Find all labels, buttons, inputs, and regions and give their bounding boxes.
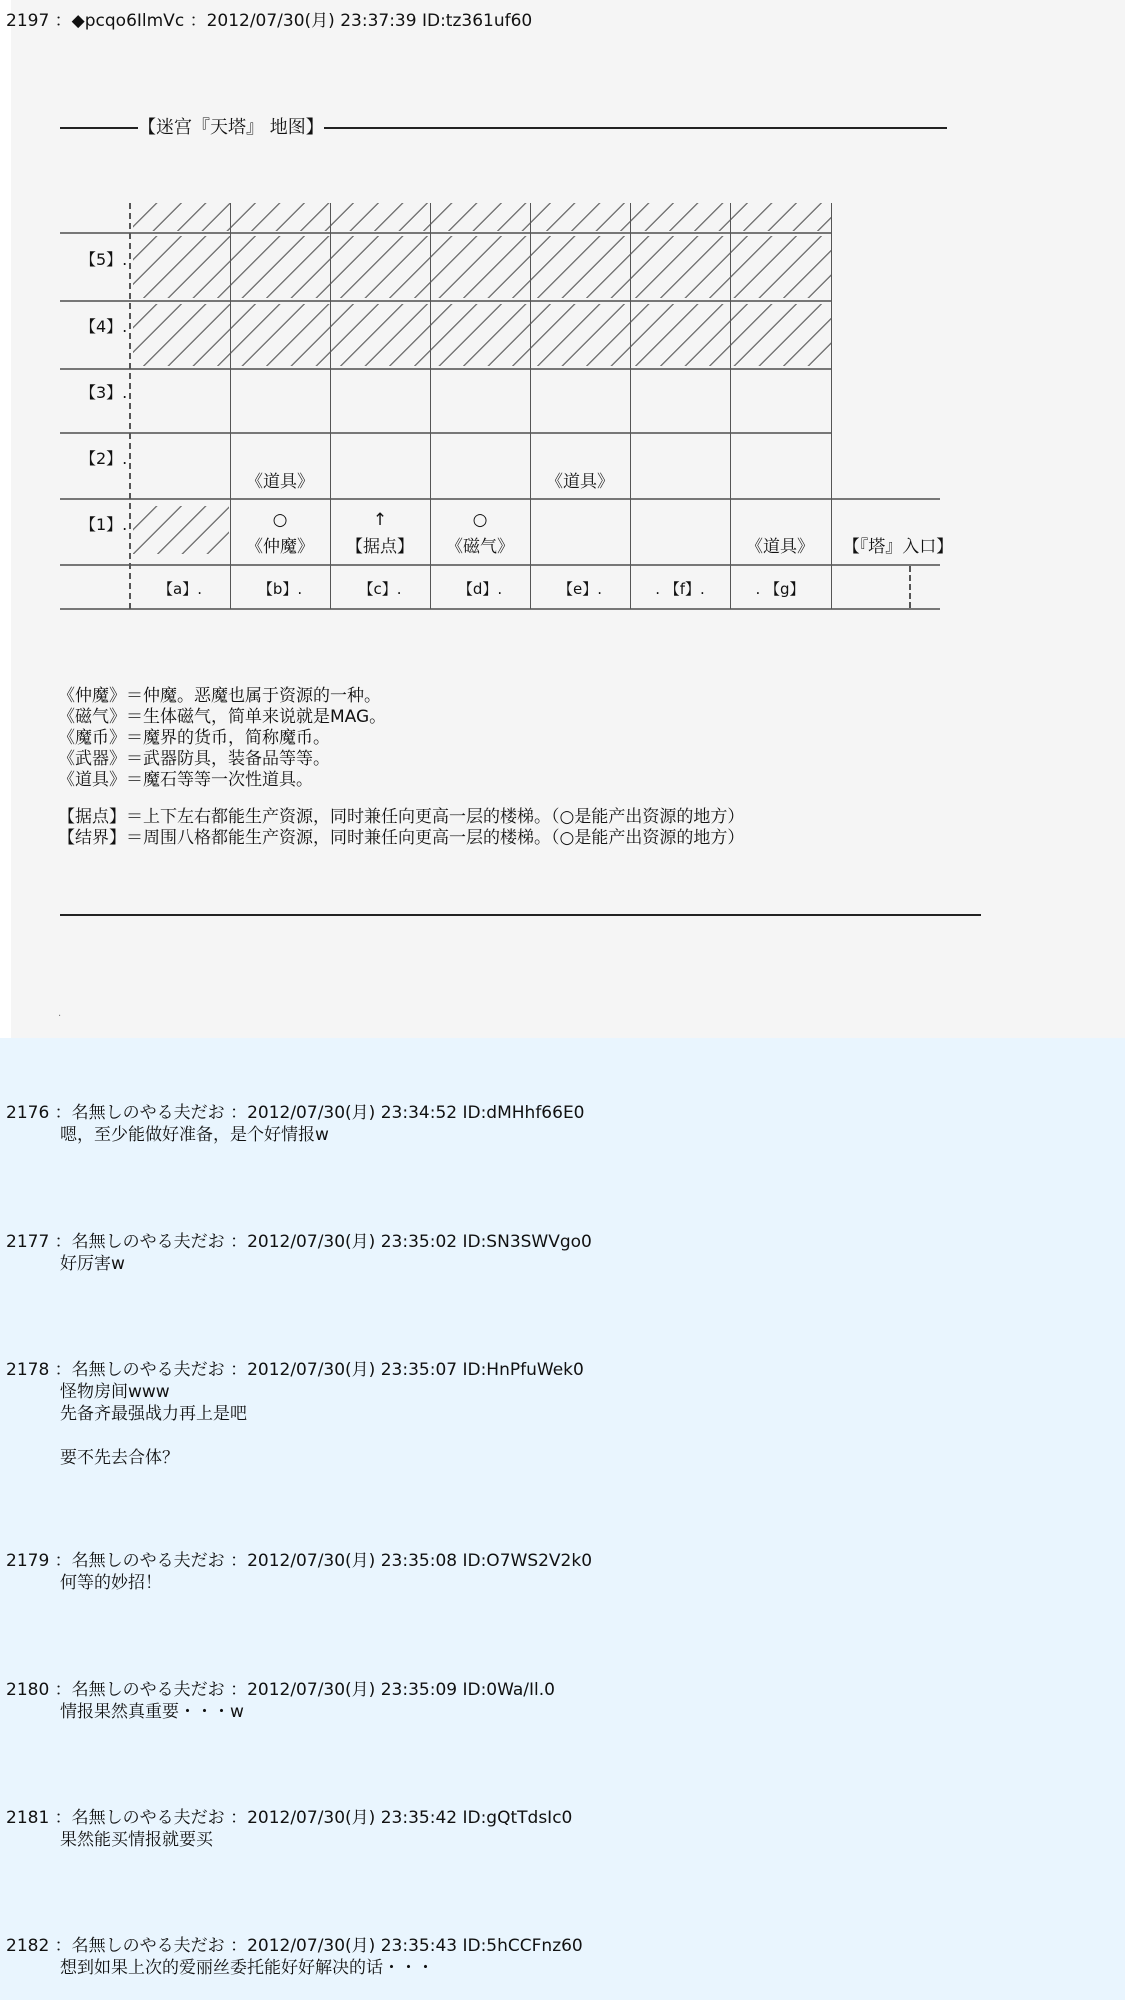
cell-e2: 《道具》 (546, 472, 614, 492)
reply-header: 2179 ：名無しのやる夫だお ：2012/07/30(月) 23:35:08 ID:O7WS2V2k0 (6, 1551, 593, 1571)
hatch-row-5 (133, 236, 831, 298)
reply-line: 好厉害w (60, 1254, 125, 1274)
row-label-3: 【3】. (80, 383, 128, 402)
legend-line: 《仲魔》＝仲魔。恶魔也属于资源的一种。 (58, 686, 381, 706)
reply-header: 2182 ：名無しのやる夫だお ：2012/07/30(月) 23:35:43 ID:5hCCFnz60 (6, 1936, 583, 1956)
replies-section (0, 1038, 1125, 2000)
col-label-e: 【e】. (558, 580, 602, 598)
tower-entrance: 【『塔』入口】 (842, 537, 954, 557)
reply-line: 想到如果上次的爱丽丝委托能好好解决的话・・・ (60, 1958, 434, 1978)
reply-post (6, 1679, 555, 1723)
grid-line-3 (60, 368, 832, 370)
cell-g1: 《道具》 (746, 537, 814, 557)
col-label-b: 【b】. (257, 580, 303, 598)
left-strip (0, 0, 11, 1038)
legend-line: 《磁气》＝生体磁气，简单来说就是MAG。 (58, 707, 387, 727)
cell-d1-symbol: ○ (472, 510, 488, 530)
post-header: 2197 ：◆pcqo6IlmVc ：2012/07/30(月) 23:37:39 ID:tz361uf60 (6, 11, 533, 31)
grid-col-8 (909, 566, 911, 608)
reply-line: 何等的妙招！ (60, 1573, 162, 1593)
reply-line: 情报果然真重要・・・w (60, 1702, 244, 1722)
reply-post (6, 1807, 572, 1851)
reply-post (6, 1550, 592, 1594)
legend-gap (58, 791, 744, 807)
reply-line: 果然能买情报就要买 (60, 1830, 213, 1850)
bottom-rule (60, 914, 981, 916)
cell-b1-symbol: ○ (272, 510, 288, 530)
reply-header: 2181 ：名無しのやる夫だお ：2012/07/30(月) 23:35:42 ID:gQtTdsIc0 (6, 1808, 573, 1828)
reply-line: 先备齐最强战力再上是吧 (60, 1404, 247, 1424)
grid-col-5 (630, 203, 631, 609)
reply-post (6, 1935, 583, 1979)
reply-post (6, 1359, 584, 1469)
reply-post (6, 1231, 592, 1275)
col-label-c: 【c】. (358, 580, 402, 598)
cell-c1-symbol: ↑ (372, 510, 388, 530)
col-label-g: . 【g】 (755, 580, 805, 598)
row-label-1: 【1】. (80, 515, 128, 534)
row-label-5: 【5】. (80, 250, 128, 269)
legend-line: 【据点】＝上下左右都能生产资源，同时兼任向更高一层的楼梯。（○是能产出资源的地方） (58, 807, 745, 827)
grid-line-7 (60, 608, 940, 610)
legend-line: 【结界】＝周围八格都能生产资源，同时兼任向更高一层的楼梯。（○是能产出资源的地方） (58, 828, 745, 848)
grid-line-2 (60, 300, 832, 302)
reply-header: 2176 ：名無しのやる夫だお ：2012/07/30(月) 23:34:52 ID:dMHhf66E0 (6, 1103, 585, 1123)
grid-line-5 (60, 498, 940, 500)
reply-header: 2177 ：名無しのやる夫だお ：2012/07/30(月) 23:35:02 ID:SN3SWVgo0 (6, 1232, 592, 1252)
grid-line-4 (60, 432, 832, 434)
grid-line-1 (60, 232, 832, 234)
legend-line: 《魔币》＝魔界的货币，简称魔币。 (58, 728, 330, 748)
map-title (60, 113, 947, 139)
hatch-top (133, 203, 831, 231)
hatch-row-1-a (133, 506, 229, 554)
reply-post (6, 1102, 585, 1146)
legend-line: 《武器》＝武器防具，装备品等等。 (58, 749, 330, 769)
legend-line: 《道具》＝魔石等等一次性道具。 (58, 770, 313, 790)
col-label-a: 【a】. (158, 580, 202, 598)
reply-header: 2180 ：名無しのやる夫だお ：2012/07/30(月) 23:35:09 ID:0Wa/Il.0 (6, 1680, 555, 1700)
reply-line: 嗯，至少能做好准备，是个好情报w (60, 1125, 329, 1145)
grid-col-0 (129, 203, 131, 609)
title-dash-left (60, 127, 138, 129)
hatch-row-4 (133, 304, 831, 366)
reply-line: 要不先去合体？ (60, 1448, 179, 1468)
row-label-4: 【4】. (80, 317, 128, 336)
title-dash-right (324, 127, 947, 129)
grid-col-7 (831, 203, 832, 609)
reply-line: 怪物房间www (60, 1382, 170, 1402)
map-title-text: 【迷宫『天塔』 地图】 (138, 117, 324, 138)
col-label-f: . 【f】. (655, 580, 705, 598)
grid-col-4 (530, 203, 531, 609)
cell-d1: 《磁气》 (446, 537, 514, 557)
row-label-2: 【2】. (80, 449, 128, 468)
grid-line-6 (60, 564, 940, 566)
col-label-d: 【d】. (457, 580, 503, 598)
cell-b1: 《仲魔》 (246, 537, 314, 557)
legend (58, 686, 744, 849)
reply-header: 2178 ：名無しのやる夫だお ：2012/07/30(月) 23:35:07 ID:HnPfuWek0 (6, 1360, 584, 1380)
cell-c1: 【据点】 (346, 537, 414, 557)
reply-line (60, 1425, 584, 1447)
cell-b2: 《道具》 (246, 472, 314, 492)
trailing-dot: . (58, 1008, 62, 1019)
